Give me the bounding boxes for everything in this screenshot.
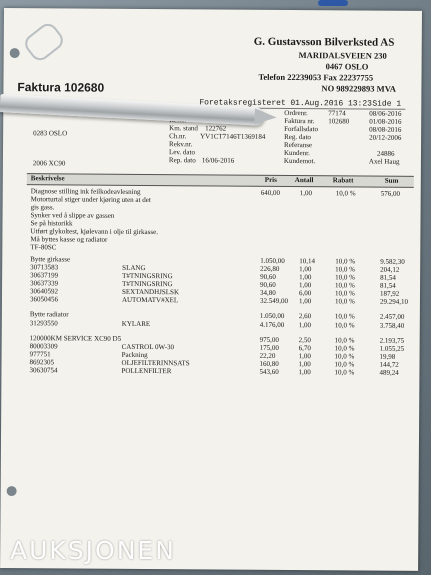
line-discount: 10,0 % (334, 297, 355, 306)
line-description: Se på historikk (30, 219, 73, 228)
line-discount: 10,0 % (334, 360, 355, 369)
customer-postal: 0283 OSLO (33, 129, 68, 138)
chassis-label: Ch.nr. (169, 132, 187, 141)
col-quantity: Antall (294, 176, 314, 185)
line-price: 4.176,00 (259, 320, 285, 329)
line-quantity: 1,00 (298, 321, 312, 330)
line-quantity: 1,00 (298, 297, 312, 306)
col-price: Pris (264, 175, 277, 184)
line-price: 175,00 (259, 343, 279, 352)
line-discount: 10,0 % (334, 352, 355, 361)
line-price: 34,80 (259, 288, 276, 297)
line-discount: 10,0 % (335, 189, 356, 198)
column-header-bar (27, 173, 414, 188)
regdato-label: Reg. dato (284, 132, 311, 142)
col-discount: Rabatt (332, 176, 354, 185)
punch-hole (10, 48, 20, 58)
line-quantity: 1,00 (299, 189, 312, 198)
line-description: Utført glykoltest, kjølevann i olje til girkasse. (30, 227, 159, 237)
line-sum: 204,12 (380, 265, 400, 274)
line-part-number: 31293550 (29, 319, 58, 328)
line-quantity: 10,14 (299, 257, 316, 266)
line-sum: 1.055,25 (379, 344, 405, 353)
line-description: POLLENFILTER (121, 366, 172, 376)
company-org-number: NO 989229893 MVA (321, 83, 396, 94)
company-phone-fax: Telefon 22239053 Fax 22237755 (258, 71, 374, 83)
line-price: 22,20 (259, 351, 276, 360)
line-discount: 10,0 % (334, 321, 355, 330)
line-description: SLANG (122, 263, 146, 272)
repdato-label: Rep. dato (168, 156, 196, 165)
kundemot-value: Axel Haug (368, 157, 400, 166)
register-date: 01.Aug.2016 13:23 (290, 99, 372, 109)
line-sum: 9.582,30 (380, 257, 405, 266)
km-label: Km. stand (169, 124, 198, 133)
line-quantity: 6,70 (298, 344, 311, 353)
line-description: CASTROL 0W-30 (121, 342, 175, 352)
line-description: Bytte radiator (29, 310, 69, 319)
line-description: Synker ved å slippe av gassen (30, 211, 115, 220)
line-quantity: 6,00 (298, 289, 312, 298)
line-description: Packning (121, 350, 148, 360)
line-quantity: 1,00 (298, 360, 311, 369)
line-price: 640,00 (260, 188, 280, 197)
line-sum: 144,72 (379, 360, 399, 369)
line-sum: 81,54 (380, 281, 396, 290)
line-quantity: 2,60 (298, 312, 312, 321)
line-price: 32.549,00 (259, 296, 288, 305)
line-sum: 2.193,75 (379, 336, 405, 345)
line-discount: 10,0 % (334, 368, 355, 377)
km-value: 122762 (205, 124, 227, 133)
forfall-value: 08/08-2016 (369, 125, 402, 134)
line-discount: 10,0 % (335, 265, 356, 274)
line-description: AUTOMATV#XEL (121, 295, 179, 305)
punch-hole (7, 486, 17, 496)
line-discount: 10,0 % (334, 336, 355, 345)
line-part-number: 30637339 (30, 279, 59, 288)
kundenr-label: Kundenr. (283, 148, 310, 158)
line-description: Motorturtal stiger under kjøring uten at det (30, 195, 151, 205)
line-quantity: 2,50 (298, 336, 311, 345)
line-part-number: 30640592 (29, 287, 59, 296)
watermark: AUKSJONEN (10, 536, 176, 565)
line-sum: 489,24 (379, 368, 399, 377)
rekvnr-label: Rekv.nr. (169, 140, 193, 149)
line-sum: 81,54 (380, 273, 396, 282)
line-part-number: 8692305 (29, 358, 55, 367)
col-description: Beskrivelse (30, 174, 65, 183)
line-description: 120000KM SERVICE XC90 D5 (29, 334, 122, 343)
line-discount: 10,0 % (334, 344, 355, 353)
line-sum: 576,00 (380, 189, 400, 198)
pen-tip (254, 108, 277, 125)
line-part-number: 977751 (29, 350, 51, 359)
line-price: 543,60 (259, 367, 279, 376)
fakturanr-value: 102680 (328, 117, 350, 126)
line-description: Bytte girkasse (30, 255, 71, 264)
line-discount: 10,0 % (335, 257, 356, 266)
line-sum: 29.294,10 (379, 297, 408, 306)
line-quantity: 1,00 (299, 281, 312, 290)
invoice-title: Faktura 102680 (17, 80, 105, 95)
line-discount: 10,0 % (335, 273, 355, 282)
line-description: T#TNINGSRING (122, 271, 173, 281)
kundemot-label: Kundemot. (283, 156, 316, 166)
line-part-number: 80003309 (29, 342, 58, 351)
fakturanr-label: Faktura nr. (284, 116, 315, 126)
col-sum: Sum (384, 176, 399, 185)
line-price: 90,60 (260, 280, 276, 289)
company-street: MARIDALSVEIEN 230 (298, 50, 387, 61)
fakturanr-date: 01/08-2016 (369, 117, 402, 126)
ordrenr-date: 08/06-2016 (369, 109, 402, 118)
chassis-value: YV1CT7146T1369184 (200, 132, 266, 141)
levdato-label: Lev. dato (168, 148, 196, 157)
company-postal: 0467 OSLO (325, 61, 369, 72)
line-price: 90,60 (260, 272, 276, 281)
ordrenr-value: 77174 (328, 109, 346, 118)
line-quantity: 1,00 (299, 273, 312, 282)
line-part-number: 30630754 (29, 366, 58, 375)
line-price: 160,80 (259, 359, 279, 368)
line-sum: 3.758,40 (379, 321, 405, 330)
line-price: 975,00 (259, 335, 279, 344)
line-sum: 2.457,00 (379, 312, 405, 321)
line-description: Må byttes kasse og radiator (30, 235, 108, 244)
kundenr-value: 24886 (376, 149, 395, 158)
line-price: 1.050,00 (260, 256, 285, 265)
blue-pen-cap (318, 0, 348, 6)
register-label: Foretaksregisteret (199, 98, 286, 108)
line-discount: 10,0 % (335, 281, 355, 290)
line-part-number: 30637199 (30, 271, 59, 280)
line-discount: 10,0 % (334, 289, 355, 298)
customer-model: 2006 XC90 (32, 159, 66, 168)
line-description: Diagnose stilling ink feilkodeavlesning (30, 187, 141, 196)
line-part-number: 36050456 (29, 295, 58, 304)
line-description: gis gass. (30, 203, 55, 212)
line-quantity: 1,00 (299, 265, 312, 274)
line-description: TF-80SC (30, 243, 57, 252)
line-description: OLJEFILTERINNSATS (121, 358, 190, 368)
line-description: SEXTANDHJSLSK (121, 287, 180, 297)
ordrenr-label: Ordrenr. (284, 108, 308, 118)
referanse-label: Referanse (284, 140, 313, 150)
line-sum: 187,92 (379, 289, 400, 298)
line-quantity: 1,00 (298, 352, 311, 361)
invoice-paper (0, 8, 422, 571)
line-part-number: 30713583 (30, 263, 59, 272)
company-name: G. Gustavsson Bilverksted AS (253, 35, 395, 49)
register-page: Side 1 (372, 99, 402, 109)
line-price: 1.050,00 (259, 311, 285, 320)
line-description: T#TNINGSRING (122, 279, 173, 289)
line-sum: 19,98 (379, 352, 396, 361)
repdato-value: 16/06-2016 (201, 156, 235, 165)
regdato-value: 20/12-2006 (369, 133, 402, 142)
line-description: KYLARE (121, 319, 151, 329)
forfall-label: Forfallsdato (284, 124, 319, 134)
line-quantity: 1,00 (298, 368, 311, 377)
line-price: 226,80 (260, 264, 280, 273)
line-discount: 10,0 % (334, 312, 355, 321)
